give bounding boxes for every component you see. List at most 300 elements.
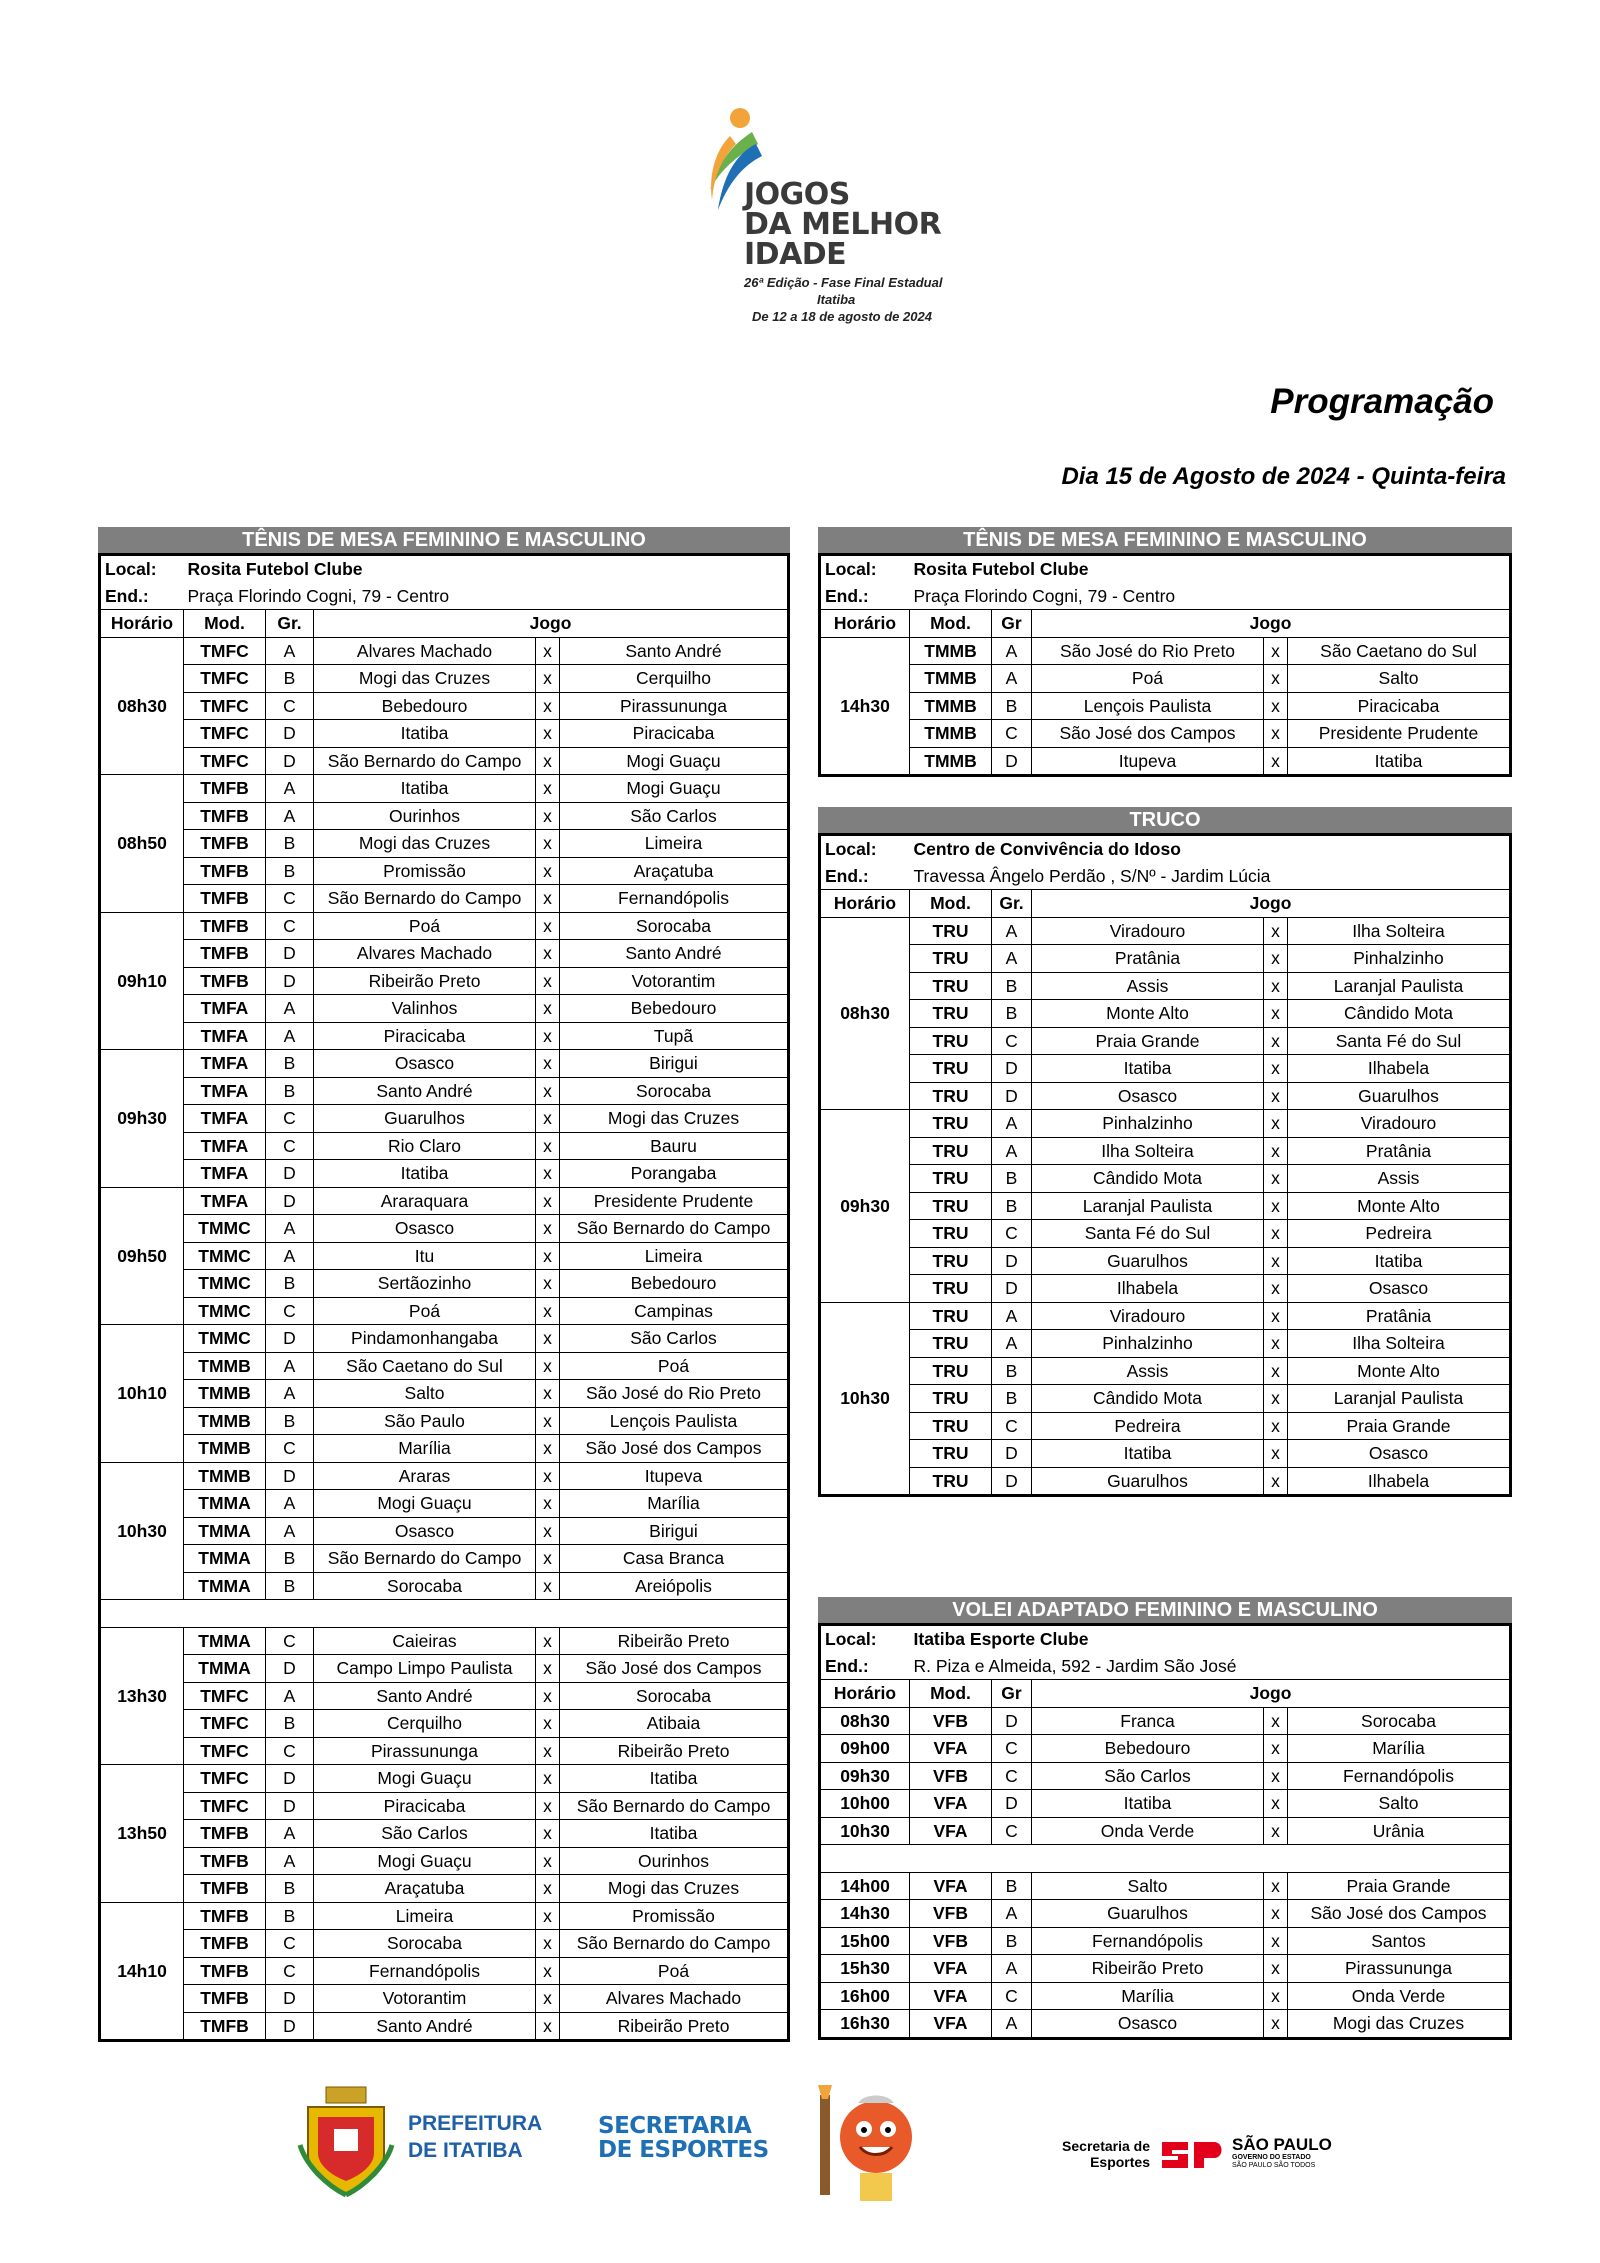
versus-mark: x (1264, 665, 1288, 693)
home-team: Mogi Guaçu (314, 1847, 536, 1875)
away-team: Atibaia (560, 1710, 789, 1738)
match-modality: TMFB (184, 1820, 266, 1848)
versus-mark: x (1264, 1955, 1288, 1983)
away-team: Monte Alto (1288, 1192, 1511, 1220)
prefeitura-line2: DE ITATIBA (408, 2139, 523, 2162)
versus-mark: x (1264, 637, 1288, 665)
match-time: 13h50 (100, 1765, 184, 1903)
match-modality: TMMC (184, 1325, 266, 1353)
header-mod: Mod. (184, 610, 266, 638)
away-team: Birigui (560, 1517, 789, 1545)
match-row (100, 1985, 789, 2013)
match-group: C (992, 1982, 1032, 2010)
match-modality: TRU (910, 1192, 992, 1220)
match-modality: TRU (910, 917, 992, 945)
away-team: Bauru (560, 1132, 789, 1160)
match-row (100, 747, 789, 775)
away-team: Onda Verde (1288, 1982, 1511, 2010)
event-logo (700, 100, 970, 330)
versus-mark: x (536, 1682, 560, 1710)
match-modality: TMFC (184, 637, 266, 665)
match-row (100, 1765, 789, 1793)
match-modality: TMFA (184, 1160, 266, 1188)
match-time: 09h30 (820, 1762, 910, 1790)
versus-mark: x (536, 720, 560, 748)
match-modality: TMFC (184, 1710, 266, 1738)
match-row (100, 1737, 789, 1765)
match-time: 13h30 (100, 1627, 184, 1765)
match-row (100, 1627, 789, 1655)
match-time: 16h30 (820, 2010, 910, 2039)
match-group: A (992, 637, 1032, 665)
versus-mark: x (1264, 1762, 1288, 1790)
match-modality: TMMB (184, 1407, 266, 1435)
match-row (100, 1875, 789, 1903)
header-horario: Horário (820, 890, 910, 918)
match-row (100, 1160, 789, 1188)
match-modality: TMFA (184, 1077, 266, 1105)
tm-left-title: TÊNIS DE MESA FEMININO E MASCULINO (98, 527, 790, 553)
versus-mark: x (1264, 1275, 1288, 1303)
versus-mark: x (1264, 917, 1288, 945)
versus-mark: x (1264, 1790, 1288, 1818)
home-team: Pirassununga (314, 1737, 536, 1765)
match-modality: VFA (910, 1982, 992, 2010)
match-modality: VFA (910, 1735, 992, 1763)
away-team: Sorocaba (560, 1077, 789, 1105)
versus-mark: x (536, 802, 560, 830)
match-time: 09h10 (100, 912, 184, 1050)
home-team: Osasco (1032, 1082, 1264, 1110)
home-team: São Paulo (314, 1407, 536, 1435)
versus-mark: x (536, 1847, 560, 1875)
location-label: Local: (105, 559, 157, 580)
match-modality: TRU (910, 1110, 992, 1138)
match-modality: TRU (910, 945, 992, 973)
match-modality: TMFC (184, 1765, 266, 1793)
match-row (820, 1440, 1511, 1468)
sp-government-logo (1232, 2136, 1332, 2170)
match-modality: TMMA (184, 1517, 266, 1545)
away-team: Votorantim (560, 967, 789, 995)
versus-mark: x (1264, 1192, 1288, 1220)
home-team: Mogi das Cruzes (314, 830, 536, 858)
match-group: B (266, 1270, 314, 1298)
home-team: Itatiba (314, 720, 536, 748)
match-row (820, 1357, 1511, 1385)
match-modality: TRU (910, 1302, 992, 1330)
away-team: Tupã (560, 1022, 789, 1050)
away-team: São Caetano do Sul (1288, 637, 1511, 665)
match-group: A (266, 1242, 314, 1270)
match-row (100, 1077, 789, 1105)
address-label: End.: (820, 583, 910, 610)
address-row (820, 1653, 1511, 1680)
match-group: C (992, 1412, 1032, 1440)
match-row (820, 1110, 1511, 1138)
versus-mark: x (1264, 1055, 1288, 1083)
match-row (100, 1187, 789, 1215)
versus-mark: x (536, 1957, 560, 1985)
volei-section (818, 1597, 1512, 2040)
match-modality: TMFB (184, 1902, 266, 1930)
away-team: Mogi das Cruzes (560, 1875, 789, 1903)
match-group: A (992, 665, 1032, 693)
match-modality: TRU (910, 1137, 992, 1165)
volei-title: VOLEI ADAPTADO FEMININO E MASCULINO (818, 1597, 1512, 1623)
home-team: Limeira (314, 1902, 536, 1930)
away-team: Poá (560, 1352, 789, 1380)
match-row (100, 1132, 789, 1160)
location-value: Centro de Convivência do Idoso (913, 839, 1181, 860)
match-row (100, 1957, 789, 1985)
versus-mark: x (536, 2012, 560, 2041)
match-group: A (266, 1490, 314, 1518)
versus-mark: x (536, 1902, 560, 1930)
truco-title: TRUCO (818, 807, 1512, 833)
versus-mark: x (1264, 1137, 1288, 1165)
versus-mark: x (1264, 1872, 1288, 1900)
away-team: São José dos Campos (560, 1655, 789, 1683)
match-row (820, 665, 1511, 693)
match-row (100, 885, 789, 913)
mascot-icon (804, 2085, 934, 2205)
match-modality: TRU (910, 1247, 992, 1275)
header-jogo: Jogo (1032, 890, 1511, 918)
versus-mark: x (1264, 1412, 1288, 1440)
address-value: Praça Florindo Cogni, 79 - Centro (910, 583, 1511, 610)
home-team: Laranjal Paulista (1032, 1192, 1264, 1220)
match-row (100, 995, 789, 1023)
match-group: A (992, 1137, 1032, 1165)
header-horario: Horário (100, 610, 184, 638)
versus-mark: x (536, 1242, 560, 1270)
date-line: Dia 15 de Agosto de 2024 - Quinta-feira (1061, 463, 1506, 490)
match-group: D (266, 1187, 314, 1215)
away-team: Casa Branca (560, 1545, 789, 1573)
away-team: Pratânia (1288, 1302, 1511, 1330)
away-team: Itatiba (560, 1820, 789, 1848)
versus-mark: x (536, 1710, 560, 1738)
away-team: Laranjal Paulista (1288, 972, 1511, 1000)
away-team: Osasco (1288, 1440, 1511, 1468)
column-header-row (820, 610, 1511, 638)
match-modality: TMFC (184, 720, 266, 748)
match-modality: TMMA (184, 1490, 266, 1518)
match-time: 14h30 (820, 1900, 910, 1928)
location-row (820, 1625, 1511, 1653)
match-group: A (992, 917, 1032, 945)
versus-mark: x (536, 1435, 560, 1463)
away-team: Assis (1288, 1165, 1511, 1193)
versus-mark: x (1264, 1000, 1288, 1028)
match-group: C (266, 1957, 314, 1985)
home-team: Votorantim (314, 1985, 536, 2013)
versus-mark: x (1264, 1440, 1288, 1468)
versus-mark: x (536, 1655, 560, 1683)
location-value: Itatiba Esporte Clube (913, 1629, 1089, 1650)
versus-mark: x (536, 1352, 560, 1380)
versus-mark: x (1264, 1707, 1288, 1735)
home-team: Guarulhos (314, 1105, 536, 1133)
match-group: A (992, 1110, 1032, 1138)
blank-row (820, 1845, 1511, 1873)
match-row (820, 1927, 1511, 1955)
away-team: Itupeva (560, 1462, 789, 1490)
logo-edition: 26ª Edição - Fase Final Estadual (744, 275, 943, 290)
away-team: Limeira (560, 830, 789, 858)
match-modality: VFA (910, 2010, 992, 2039)
home-team: Viradouro (1032, 917, 1264, 945)
header-jogo: Jogo (1032, 1680, 1511, 1708)
match-row (100, 1435, 789, 1463)
away-team: Santo André (560, 637, 789, 665)
logo-dates: De 12 a 18 de agosto de 2024 (752, 309, 932, 324)
match-group: B (266, 1545, 314, 1573)
home-team: Araras (314, 1462, 536, 1490)
column-header-row (820, 890, 1511, 918)
itatiba-coat-of-arms-icon (296, 2085, 396, 2200)
away-team: Mogi das Cruzes (560, 1105, 789, 1133)
away-team: Sorocaba (560, 1682, 789, 1710)
match-time: 08h30 (820, 1707, 910, 1735)
away-team: Pinhalzinho (1288, 945, 1511, 973)
match-group: B (266, 1875, 314, 1903)
match-row (100, 692, 789, 720)
versus-mark: x (1264, 1357, 1288, 1385)
location-row (820, 835, 1511, 863)
away-team: Santos (1288, 1927, 1511, 1955)
versus-mark: x (1264, 692, 1288, 720)
home-team: Pinhalzinho (1032, 1110, 1264, 1138)
match-group: D (266, 747, 314, 775)
match-modality: TRU (910, 1412, 992, 1440)
home-team: Viradouro (1032, 1302, 1264, 1330)
away-team: Cândido Mota (1288, 1000, 1511, 1028)
versus-mark: x (1264, 945, 1288, 973)
header-mod: Mod. (910, 1680, 992, 1708)
home-team: Cândido Mota (1032, 1165, 1264, 1193)
match-row (100, 2012, 789, 2041)
blank-cell (820, 1845, 1511, 1873)
match-modality: TMFA (184, 1050, 266, 1078)
match-group: C (266, 1627, 314, 1655)
tm-right-title: TÊNIS DE MESA FEMININO E MASCULINO (818, 527, 1512, 553)
away-team: Presidente Prudente (1288, 720, 1511, 748)
match-group: D (266, 1792, 314, 1820)
versus-mark: x (536, 1792, 560, 1820)
match-row (820, 1900, 1511, 1928)
match-row (100, 775, 789, 803)
home-team: Cerquilho (314, 1710, 536, 1738)
match-group: B (992, 1192, 1032, 1220)
match-row (820, 1192, 1511, 1220)
match-row (100, 1572, 789, 1600)
header-gr: Gr (992, 1680, 1032, 1708)
header-mod: Mod. (910, 890, 992, 918)
away-team: Birigui (560, 1050, 789, 1078)
tm-left-section (98, 527, 790, 2042)
address-row (820, 583, 1511, 610)
header-gr: Gr. (992, 890, 1032, 918)
versus-mark: x (1264, 1220, 1288, 1248)
match-modality: TMFB (184, 1847, 266, 1875)
versus-mark: x (536, 1875, 560, 1903)
versus-mark: x (536, 830, 560, 858)
home-team: Marília (1032, 1982, 1264, 2010)
match-group: C (266, 1297, 314, 1325)
match-row (820, 1790, 1511, 1818)
versus-mark: x (1264, 747, 1288, 776)
location-label: Local: (825, 1629, 877, 1650)
match-group: C (992, 1817, 1032, 1845)
match-row (820, 2010, 1511, 2039)
match-group: B (266, 1407, 314, 1435)
match-modality: TMMB (184, 1435, 266, 1463)
match-modality: TMMB (910, 637, 992, 665)
match-group: C (266, 1132, 314, 1160)
match-group: B (266, 665, 314, 693)
away-team: Piracicaba (1288, 692, 1511, 720)
versus-mark: x (536, 1572, 560, 1600)
home-team: Sertãozinho (314, 1270, 536, 1298)
match-time: 09h00 (820, 1735, 910, 1763)
match-group: D (266, 1462, 314, 1490)
home-team: Ilhabela (1032, 1275, 1264, 1303)
match-group: A (992, 1955, 1032, 1983)
away-team: Marília (1288, 1735, 1511, 1763)
versus-mark: x (536, 1297, 560, 1325)
away-team: Viradouro (1288, 1110, 1511, 1138)
match-row (820, 692, 1511, 720)
versus-mark: x (536, 1380, 560, 1408)
match-group: D (992, 1275, 1032, 1303)
match-group: B (266, 1710, 314, 1738)
home-team: São Bernardo do Campo (314, 747, 536, 775)
match-modality: TMMC (184, 1242, 266, 1270)
away-team: Araçatuba (560, 857, 789, 885)
away-team: Ilha Solteira (1288, 917, 1511, 945)
versus-mark: x (536, 1077, 560, 1105)
location-label: Local: (825, 839, 877, 860)
match-modality: TMFB (184, 830, 266, 858)
match-modality: TMMA (184, 1572, 266, 1600)
home-team: Valinhos (314, 995, 536, 1023)
versus-mark: x (536, 995, 560, 1023)
versus-mark: x (536, 885, 560, 913)
home-team: Guarulhos (1032, 1467, 1264, 1496)
match-group: B (266, 1077, 314, 1105)
away-team: Ribeirão Preto (560, 2012, 789, 2041)
match-group: D (992, 747, 1032, 776)
match-group: B (266, 1050, 314, 1078)
away-team: Santo André (560, 940, 789, 968)
home-team: Pratânia (1032, 945, 1264, 973)
versus-mark: x (536, 1050, 560, 1078)
versus-mark: x (536, 1490, 560, 1518)
match-modality: TMFB (184, 1985, 266, 2013)
sp-sub2: SÃO PAULO SÃO TODOS (1232, 2162, 1316, 2169)
away-team: Alvares Machado (560, 1985, 789, 2013)
match-group: A (266, 802, 314, 830)
address-label: End.: (820, 863, 910, 890)
match-modality: TRU (910, 1055, 992, 1083)
away-team: Ribeirão Preto (560, 1737, 789, 1765)
truco-table (818, 833, 1512, 1497)
away-team: Marília (560, 1490, 789, 1518)
match-group: A (266, 1820, 314, 1848)
away-team: Bebedouro (560, 995, 789, 1023)
versus-mark: x (536, 775, 560, 803)
match-row (100, 830, 789, 858)
versus-mark: x (536, 967, 560, 995)
versus-mark: x (1264, 972, 1288, 1000)
address-value: Praça Florindo Cogni, 79 - Centro (184, 583, 789, 610)
match-group: A (266, 775, 314, 803)
home-team: Assis (1032, 972, 1264, 1000)
versus-mark: x (536, 1462, 560, 1490)
away-team: Areiópolis (560, 1572, 789, 1600)
address-value: R. Piza e Almeida, 592 - Jardim São José (910, 1653, 1511, 1680)
match-modality: VFA (910, 1817, 992, 1845)
match-group: D (266, 1985, 314, 2013)
match-group: C (266, 1435, 314, 1463)
sp-secretaria-line1: Secretaria de (1062, 2138, 1150, 2154)
versus-mark: x (536, 912, 560, 940)
away-team: Santa Fé do Sul (1288, 1027, 1511, 1055)
match-modality: TMFA (184, 1187, 266, 1215)
match-modality: TMFB (184, 1875, 266, 1903)
versus-mark: x (1264, 1082, 1288, 1110)
match-time: 10h10 (100, 1325, 184, 1463)
home-team: Caieiras (314, 1627, 536, 1655)
match-time: 08h30 (820, 917, 910, 1110)
match-group: C (266, 885, 314, 913)
away-team: Poá (560, 1957, 789, 1985)
versus-mark: x (1264, 1385, 1288, 1413)
match-modality: TMFB (184, 857, 266, 885)
match-row (820, 747, 1511, 776)
match-group: B (992, 1357, 1032, 1385)
home-team: São Bernardo do Campo (314, 885, 536, 913)
match-row (820, 1247, 1511, 1275)
home-team: Sorocaba (314, 1572, 536, 1600)
away-team: São Carlos (560, 1325, 789, 1353)
location-value: Rosita Futebol Clube (913, 559, 1089, 580)
match-modality: TMMA (184, 1627, 266, 1655)
match-time: 10h00 (820, 1790, 910, 1818)
blank-cell (100, 1600, 789, 1628)
home-team: Sorocaba (314, 1930, 536, 1958)
volei-table (818, 1623, 1512, 2040)
match-group: A (992, 2010, 1032, 2039)
away-team: Ourinhos (560, 1847, 789, 1875)
away-team: Campinas (560, 1297, 789, 1325)
match-row (820, 1165, 1511, 1193)
match-modality: TMFC (184, 665, 266, 693)
match-time: 16h00 (820, 1982, 910, 2010)
match-row (820, 1302, 1511, 1330)
match-group: D (992, 1707, 1032, 1735)
home-team: Campo Limpo Paulista (314, 1655, 536, 1683)
versus-mark: x (536, 747, 560, 775)
header-mod: Mod. (910, 610, 992, 638)
home-team: Araraquara (314, 1187, 536, 1215)
column-header-row (100, 610, 789, 638)
match-row (100, 1847, 789, 1875)
home-team: Poá (1032, 665, 1264, 693)
match-modality: TMFA (184, 995, 266, 1023)
